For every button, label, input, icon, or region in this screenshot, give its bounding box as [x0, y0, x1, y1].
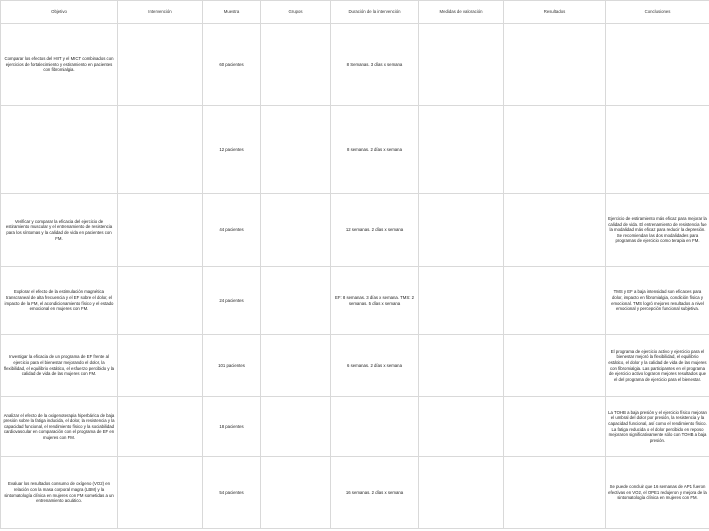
cell-conclusiones: La TOHB a baja presión y el ejercicio físico mejoran el umbral del dolor por presión, la resistencia y la capacidad funcional, así como el rendimiento físico. La fatiga reducida o el dolor percibido en reposo mejoraron significativamente sólo con TOHB a baja presión. [606, 397, 709, 457]
cell-duracion: 16 semanas. 2 días x semana [331, 457, 419, 529]
table-row [1, 457, 709, 529]
cell-intervencion [118, 457, 203, 529]
cell-objetivo: Verificar y comparar la eficacia del ejercicio de estiramiento muscular y el entrenamiento de resistencia para los síntomas y la calidad de vida en pacientes con FM. [1, 194, 118, 267]
cell-medidas [419, 335, 504, 397]
cell-muestra: 54 pacientes [203, 457, 261, 529]
cell-duracion: 6 semanas. 2 días x semana [331, 335, 419, 397]
cell-medidas [419, 267, 504, 335]
table-row [1, 335, 709, 397]
cell-grupos [261, 24, 331, 106]
cell-muestra: 24 pacientes [203, 267, 261, 335]
cell-objetivo: Evaluar los resultados consumo de oxígeno (VO2) en relación con la masa corporal magra (LBM) y la sintomatología clínica en mujeres con FM sometidas a un entrenamiento acuático. [1, 457, 118, 529]
header-grupos: Grupos [261, 1, 331, 24]
cell-grupos [261, 457, 331, 529]
cell-conclusiones: Ejercicio de estiramiento más eficaz para mejorar la calidad de vida. El entrenamiento de resistencia fue la modalidad más eficaz para reducir la depresión. Se recomiendan las dos modalidades para programas de ejercicio como terapia en FM. [606, 194, 709, 267]
cell-resultados [504, 106, 606, 194]
header-objetivo: Objetivo [1, 1, 118, 24]
cell-grupos [261, 335, 331, 397]
cell-objetivo [1, 106, 118, 194]
cell-muestra: 101 pacientes [203, 335, 261, 397]
cell-objetivo: Explorar el efecto de la estimulación magnética transcraneal de alta frecuencia y el EF sobre el dolor, el impacto de la FM, el acondicionamiento físico y el estado emocional en mujeres con FM. [1, 267, 118, 335]
cell-intervencion [118, 267, 203, 335]
cell-medidas [419, 106, 504, 194]
cell-conclusiones [606, 24, 709, 106]
cell-grupos [261, 397, 331, 457]
cell-muestra: 60 pacientes [203, 24, 261, 106]
cell-intervencion [118, 194, 203, 267]
cell-resultados [504, 397, 606, 457]
cell-grupos [261, 194, 331, 267]
table-row [1, 194, 709, 267]
cell-grupos [261, 106, 331, 194]
cell-intervencion [118, 24, 203, 106]
cell-resultados [504, 267, 606, 335]
cell-conclusiones: El programa de ejercicio activo y ejercicio para el bienestar mejoró la flexibilidad, el equilibrio estático, el dolor y la calidad de vida de las mujeres con fibromialgia. Las participantes en el programa de ejercicio activo lograron mejores resultados que el del programa de ejercicio para el bienestar. [606, 335, 709, 397]
header-resultados: Resultados [504, 1, 606, 24]
cell-duracion: 8 Semanas. 3 días x semana [331, 24, 419, 106]
header-row [1, 1, 709, 24]
header-intervencion: Intervención [118, 1, 203, 24]
cell-duracion [331, 397, 419, 457]
cell-conclusiones: Se puede concluir que 16 semanas de AP1 fueron efectivas en VO2, el OPE1 redujeron y mejora de la sintomatología clínica en mujeres con FM. [606, 457, 709, 529]
cell-muestra: 12 pacientes [203, 106, 261, 194]
table-row [1, 24, 709, 106]
cell-objetivo: Comparar los efectos del HIIT y el MICT combinados con ejercicios de fortalecimiento y estiramiento en pacientes con fibromialgia. [1, 24, 118, 106]
table-row [1, 397, 709, 457]
cell-resultados [504, 457, 606, 529]
header-medidas: Medidas de valoración [419, 1, 504, 24]
cell-intervencion [118, 397, 203, 457]
cell-duracion: 12 semanas. 2 días x semana [331, 194, 419, 267]
cell-duracion: 8 semanas. 2 días x semana [331, 106, 419, 194]
table-row [1, 106, 709, 194]
cell-resultados [504, 335, 606, 397]
cell-medidas [419, 194, 504, 267]
cell-conclusiones [606, 106, 709, 194]
cell-medidas [419, 24, 504, 106]
cell-grupos [261, 267, 331, 335]
cell-muestra: 44 pacientes [203, 194, 261, 267]
header-muestra: Muestra [203, 1, 261, 24]
cell-resultados [504, 24, 606, 106]
cell-resultados [504, 194, 606, 267]
cell-medidas [419, 397, 504, 457]
cell-objetivo: Analizar el efecto de la oxigenoterapia hiperbárica de baja presión sobre la fatiga inducida, el dolor, la resistencia y la capacidad funcional, el rendimiento físico y la sociabilidad cardiovascular en comparación con el programa de EF en mujeres con FM. [1, 397, 118, 457]
table-row [1, 267, 709, 335]
cell-medidas [419, 457, 504, 529]
header-duracion: Duración de la intervención [331, 1, 419, 24]
cell-muestra: 18 pacientes [203, 397, 261, 457]
cell-conclusiones: TMS y EF a baja intensidad son eficaces para dolor, impacto en fibromialgia, condición física y emocional. TMS logró mejores resultados a nivel emocional y percepción funcional subjetiva. [606, 267, 709, 335]
cell-intervencion [118, 106, 203, 194]
cell-objetivo: Investigar la eficacia de un programa de EF frente al ejercicio para el bienestar mejorando el dolor, la flexibilidad, el equilibrio estático, el esfuerzo percibido y la calidad de vida de las mujeres con FM. [1, 335, 118, 397]
header-conclusiones: Conclusiones [606, 1, 709, 24]
cell-intervencion [118, 335, 203, 397]
cell-duracion: EF: 8 semanas. 3 días x semana. TMS: 2 semanas. 5 días x semana [331, 267, 419, 335]
